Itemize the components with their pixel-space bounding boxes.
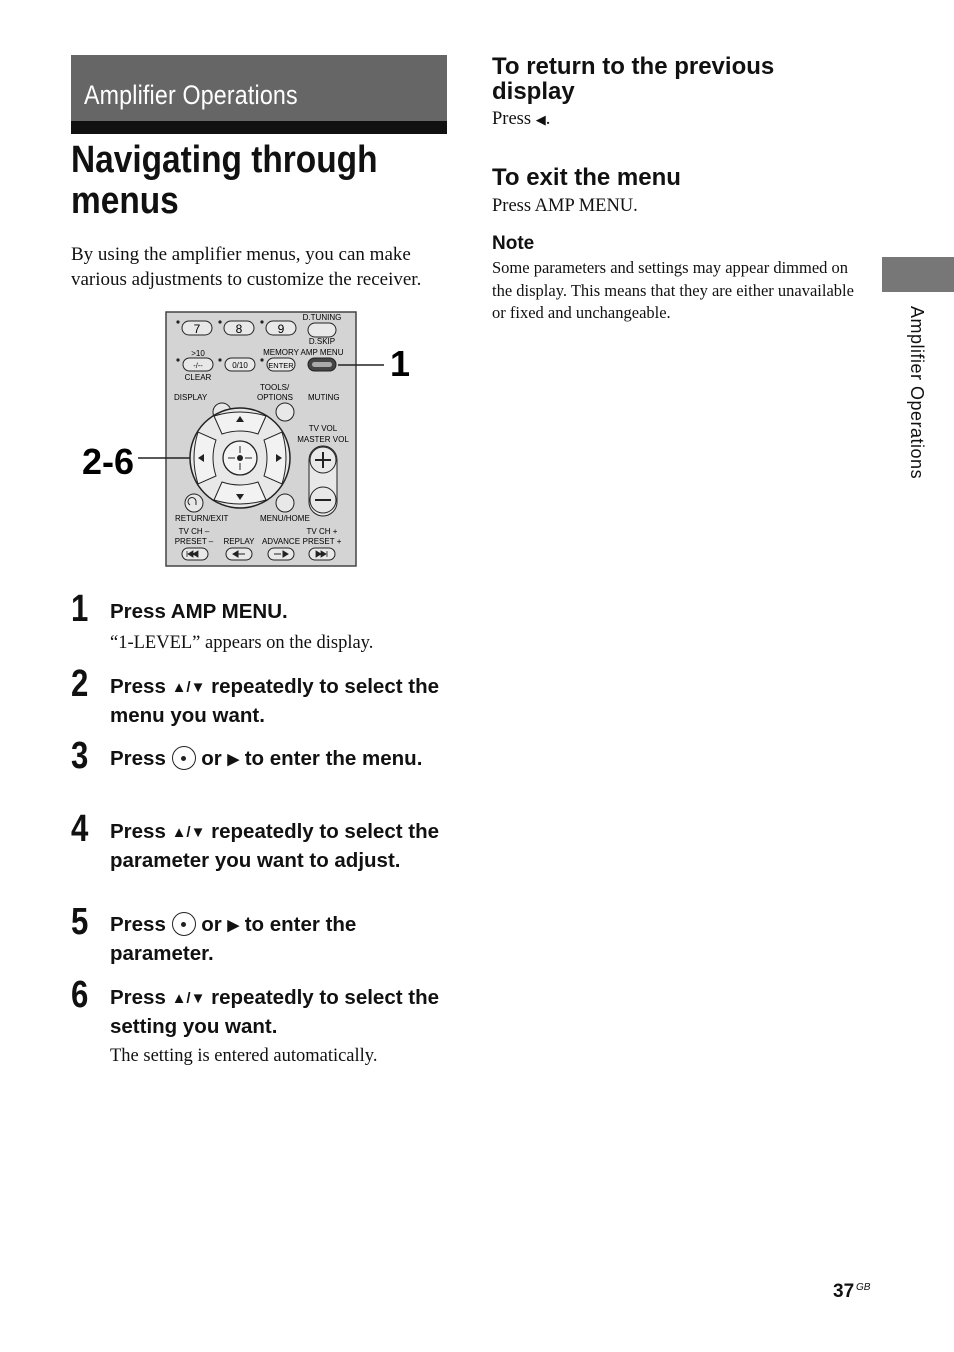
label-return-exit: RETURN/EXIT: [175, 514, 229, 523]
key-9: 9: [277, 322, 285, 336]
side-tab-marker: [882, 257, 954, 292]
label-preset-plus: PRESET +: [302, 537, 342, 546]
return-body: Press ◀.: [492, 109, 551, 129]
right-arrow-icon: ▶: [227, 751, 240, 768]
up-down-arrows-icon: ▲/▼: [171, 990, 206, 1007]
callout-1: 1: [390, 343, 411, 384]
step-number: 1: [71, 588, 89, 630]
page-language-suffix: GB: [856, 1282, 871, 1293]
step-5-text: Press or ▶ to enter the parameter.: [110, 913, 357, 965]
step-1-instruction: Press AMP MENU.: [110, 600, 288, 623]
step-6-result: The setting is entered automatically.: [110, 1046, 378, 1066]
label-options: OPTIONS: [257, 393, 294, 402]
label-clear: CLEAR: [184, 373, 212, 382]
step-6-text: Press ▲/▼ repeatedly to select the setting you want.: [110, 986, 440, 1038]
step-3-text: Press or ▶ to enter the menu.: [110, 745, 450, 774]
enter-button-icon: [172, 746, 196, 770]
step-number: 5: [71, 901, 89, 943]
label-tv-ch-minus: TV CH –: [178, 527, 210, 536]
note-body: Some parameters and settings may appear dimmed on the display. This means that they are either unavailable or fixed and unchangeable.: [492, 258, 854, 322]
key-8: 8: [235, 322, 243, 336]
label-menu-home: MENU/HOME: [260, 514, 310, 523]
exit-body: Press AMP MENU.: [492, 196, 638, 216]
label-enter: ENTER: [268, 361, 294, 370]
label-master-vol: MASTER VOL: [297, 435, 349, 444]
page-title: Navigating through menus: [71, 139, 378, 222]
step-number: 3: [71, 735, 89, 777]
label-tools: TOOLS/: [260, 383, 290, 392]
exit-heading: To exit the menu: [492, 164, 681, 191]
note-heading: Note: [492, 233, 535, 254]
callout-2-6: 2-6: [82, 441, 135, 482]
label-display: DISPLAY: [174, 393, 208, 402]
step-number: 4: [71, 808, 89, 850]
step-4-text: Press ▲/▼ repeatedly to select the parameter you want to adjust.: [110, 820, 440, 872]
label-tv-ch-plus: TV CH +: [306, 527, 338, 536]
key-7: 7: [193, 322, 201, 336]
step-number: 2: [71, 663, 89, 705]
up-down-arrows-icon: ▲/▼: [171, 824, 206, 841]
return-heading: To return to the previous display: [492, 53, 775, 105]
section-banner-title: Amplifier Operations: [84, 80, 298, 110]
enter-button-icon: [172, 912, 196, 936]
keys-789: [176, 320, 296, 336]
step-2-text: Press ▲/▼ repeatedly to select the menu you want.: [110, 675, 440, 727]
label-d-skip: D.SKIP: [308, 337, 336, 346]
step-1-result: “1-LEVEL” appears on the display.: [110, 633, 374, 653]
label-gt10: >10: [191, 349, 205, 358]
remote-control-illustration: [80, 310, 420, 572]
step-number: 6: [71, 974, 89, 1016]
d-pad: [190, 408, 290, 508]
section-banner-underline: [71, 121, 447, 134]
right-arrow-icon: ▶: [227, 917, 240, 934]
label-d-tuning: D.TUNING: [302, 313, 342, 322]
step-1-text: [110, 598, 450, 626]
label-amp-menu: AMP MENU: [300, 348, 344, 357]
label-dash: -/--: [193, 361, 203, 370]
label-tv-vol: TV VOL: [308, 424, 338, 433]
label-muting: MUTING: [308, 393, 340, 402]
back-arrow-icon: ◀: [535, 112, 546, 127]
page-number: 37: [833, 1281, 855, 1302]
label-preset-minus: PRESET –: [174, 537, 214, 546]
label-0-10: 0/10: [232, 361, 248, 370]
side-tab-label: Amplifier Operations: [907, 306, 927, 480]
label-replay: REPLAY: [223, 537, 255, 546]
label-memory: MEMORY: [263, 348, 299, 357]
up-down-arrows-icon: ▲/▼: [171, 679, 206, 696]
intro-paragraph: By using the amplifier menus, you can make various adjustments to customize the receiver.: [71, 244, 422, 290]
label-advance: ADVANCE: [261, 537, 301, 546]
